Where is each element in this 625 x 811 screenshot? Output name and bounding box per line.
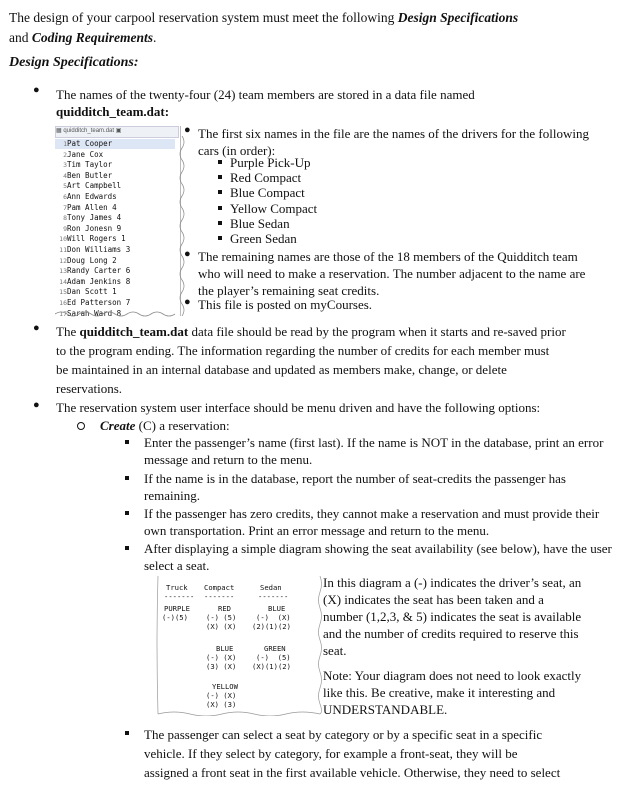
- file-line-text: Tony James 4: [67, 213, 122, 223]
- label-purple: PURPLE: [164, 604, 190, 613]
- rem-line3: the player’s remaining seat credits.: [198, 283, 380, 298]
- square-bullet: [125, 731, 129, 735]
- file-line-number: 6: [63, 193, 67, 201]
- posted-text: This file is posted on myCourses.: [198, 297, 373, 312]
- yellow-seats-1: (-) (X): [206, 691, 237, 700]
- file-line-text: Sarah Ward 8: [67, 308, 122, 318]
- square-bullet: [218, 190, 222, 194]
- square-bullet: [125, 440, 129, 444]
- file-line-number: 7: [63, 203, 67, 212]
- label-blue-sedan: BLUE: [268, 604, 286, 613]
- bullet-dot: ●: [184, 296, 191, 308]
- file-line: [55, 203, 117, 213]
- blue-sedan-seats-2: (2)(1)(2): [252, 622, 291, 631]
- file-line: [55, 192, 117, 202]
- file-line: [55, 266, 130, 276]
- square-bullet: [218, 175, 222, 179]
- file-line-number: 16: [59, 299, 67, 307]
- blue-compact-seats-2: (3) (X): [206, 662, 237, 671]
- filename-text: quidditch_team.dat: [56, 104, 165, 119]
- file-line-text: Ben Butler: [67, 170, 113, 180]
- file-line: [55, 298, 130, 308]
- file-line: [55, 139, 175, 149]
- file-line-number: 17: [59, 309, 67, 318]
- file-line-text: Tim Taylor: [67, 160, 113, 170]
- car-item: Purple Pick-Up: [230, 155, 311, 170]
- file-line-number: 2: [63, 150, 67, 159]
- select-seat-paragraph: [144, 725, 614, 782]
- s3b: own transportation. Print an error message and return to the menu.: [144, 523, 490, 538]
- create-step-2: [144, 470, 566, 504]
- file-line-number: 3: [63, 161, 67, 170]
- s4b: select a seat.: [144, 558, 210, 573]
- b2-l4: reservations.: [56, 381, 123, 396]
- e3: number (1,2,3, & 5) indicates the seat is available: [323, 609, 582, 624]
- header-sedan: Sedan: [260, 583, 282, 592]
- rem-line2: who will need to make a reservation. The number adjacent to the name are: [198, 266, 586, 281]
- colon: :: [164, 104, 170, 119]
- label-green: GREEN: [264, 644, 286, 653]
- file-line: [55, 277, 130, 287]
- torn-edge: [55, 310, 180, 318]
- square-bullet: [218, 221, 222, 225]
- file-line-text: Adam Jenkins 8: [67, 276, 131, 286]
- file-line-number: 12: [59, 256, 67, 265]
- car-item: Yellow Compact: [230, 200, 318, 216]
- file-line-number: 13: [59, 267, 67, 276]
- b3-line1: The reservation system user interface should be menu driven and have the following options:: [56, 400, 541, 415]
- square-bullet: [218, 206, 222, 210]
- b2-filename: quidditch_team.dat: [79, 324, 189, 339]
- dash-sedan: -------: [258, 592, 289, 601]
- label-red: RED: [218, 604, 231, 613]
- file-tab-label: quidditch_team.dat: [63, 128, 115, 134]
- last-l3: assigned a front seat in the first available vehicle. Otherwise, they need to select: [144, 765, 561, 780]
- file-line: [55, 181, 121, 191]
- seat-diagram: [158, 574, 320, 716]
- intro-text-2: and: [9, 30, 32, 45]
- header-truck: Truck: [166, 583, 188, 592]
- bullet-dot: ●: [33, 399, 40, 411]
- bullet-dot: ●: [184, 124, 191, 136]
- file-tab: ▦ quidditch_team.dat ▣: [55, 126, 179, 138]
- last-l1: The passenger can select a seat by category or by a specific seat in a specific: [144, 727, 543, 742]
- car-item: Blue Sedan: [230, 215, 290, 231]
- square-bullet: [125, 511, 129, 515]
- green-seats-2: (X)(1)(2): [252, 662, 291, 671]
- drivers-line2: cars (in order):: [198, 143, 276, 158]
- file-line-text: Pat Cooper: [67, 139, 113, 148]
- b2-l3: be maintained in an internal database and updated as members make, change, or delete: [56, 362, 507, 377]
- file-line-number: 14: [59, 277, 67, 286]
- file-line-text: Doug Long 2: [67, 255, 117, 265]
- green-seats-1: (-) (5): [256, 653, 291, 662]
- square-bullet: [125, 476, 129, 480]
- dash-truck: -------: [164, 592, 195, 601]
- file-line: [55, 287, 117, 297]
- file-line: [55, 213, 121, 223]
- rem-line1: The remaining names are those of the 18 members of the Quidditch team: [198, 249, 578, 264]
- file-line-text: Randy Carter 6: [67, 266, 131, 276]
- b2-l2: to the program ending. The information regarding the number of credits for each member must: [56, 343, 550, 358]
- s4a: After displaying a simple diagram showing the seat availability (see below), have the user: [144, 541, 612, 556]
- file-line-number: 8: [63, 214, 67, 223]
- label-yellow: YELLOW: [212, 682, 238, 691]
- intro-paragraph: [9, 8, 609, 48]
- diagram-explanation: [323, 574, 618, 659]
- b2-t2: data file should be read by the program when it starts and re-saved prior: [188, 324, 566, 339]
- red-seats-1: (-) (5): [206, 613, 237, 622]
- intro-emph-coding: Coding Requirements: [31, 30, 154, 45]
- drivers-line1: The first six names in the file are the names of the drivers for the following: [198, 126, 589, 141]
- create-option: [100, 417, 230, 434]
- file-line-number: 10: [59, 235, 67, 244]
- bullet-dot: ●: [33, 84, 40, 96]
- file-line: [55, 150, 103, 160]
- diagram-note: [323, 667, 618, 718]
- intro-text: The design of your carpool reservation system must meet the following: [9, 10, 398, 25]
- file-line-text: Don Williams 3: [67, 245, 131, 254]
- file-line-text: Dan Scott 1: [67, 287, 117, 297]
- file-line-text: Art Campbell: [67, 181, 122, 191]
- s2a: If the name is in the database, report the number of seat-credits the passenger has: [144, 471, 566, 486]
- car-item: Green Sedan: [230, 231, 297, 246]
- file-line-number: 9: [63, 224, 67, 233]
- e1: In this diagram a (-) indicates the driver’s seat, an: [323, 575, 582, 590]
- file-line: [55, 160, 112, 170]
- create-rest: (C) a reservation:: [135, 418, 230, 433]
- car-item: Blue Compact: [230, 185, 305, 201]
- square-bullet: [125, 546, 129, 550]
- e2: (X) indicates the seat has been taken and a: [323, 592, 544, 607]
- b2-t1: The: [56, 324, 80, 339]
- n3: UNDERSTANDABLE.: [323, 702, 448, 717]
- file-line-number: 4: [63, 171, 67, 180]
- file-line-number: 5: [63, 182, 67, 191]
- torn-edge-right: [178, 136, 186, 316]
- file-line: [55, 171, 112, 181]
- blue-sedan-seats-1: (-) (X): [256, 613, 291, 622]
- circle-bullet: [77, 422, 85, 430]
- s1b: message and return to the menu.: [144, 452, 313, 467]
- bullet-dot: ●: [184, 248, 191, 260]
- intro-emph-design: Design Specifications: [397, 10, 519, 25]
- s3a: If the passenger has zero credits, they cannot make a reservation and must provide their: [144, 506, 600, 521]
- e4: and the number of credits required to reserve this: [323, 626, 579, 641]
- n1: Note: Your diagram does not need to look exactly: [323, 668, 582, 683]
- create-label: Create: [100, 418, 136, 433]
- file-line-text: Jane Cox: [67, 149, 104, 159]
- blue-compact-seats-1: (-) (X): [206, 653, 237, 662]
- remaining-text: [198, 248, 618, 299]
- file-line-text: Ron Jonesn 9: [67, 223, 122, 233]
- file-line: [55, 256, 117, 266]
- s1a: Enter the passenger’s name (first last). If the name is NOT in the database, print an error: [144, 435, 604, 450]
- create-step-1: [144, 434, 603, 468]
- s2b: remaining.: [144, 488, 200, 503]
- car-item: Red Compact: [230, 170, 302, 186]
- file-line: [55, 245, 130, 255]
- create-step-4: [144, 540, 612, 574]
- header-compact: Compact: [204, 583, 235, 592]
- data-file-listing: [55, 126, 181, 316]
- label-blue-compact: BLUE: [216, 644, 234, 653]
- n2: like this. Be creative, make it interesting and: [323, 685, 556, 700]
- square-bullet: [218, 160, 222, 164]
- file-line-number: 11: [59, 246, 67, 254]
- dash-compact: -------: [204, 592, 235, 601]
- create-step-3: [144, 505, 599, 539]
- last-l2: vehicle. If they select by category, for example a front-seat, they will be: [144, 746, 518, 761]
- file-line: [55, 224, 121, 234]
- file-line-number: 1: [63, 140, 67, 148]
- section-heading: Design Specifications:: [9, 55, 139, 70]
- red-seats-2: (X) (X): [206, 622, 237, 631]
- file-line-text: Ed Patterson 7: [67, 298, 131, 307]
- b2-paragraph: [56, 322, 616, 398]
- intro-period: .: [153, 30, 157, 45]
- e5: seat.: [323, 643, 347, 658]
- file-line-text: Pam Allen 4: [67, 202, 117, 212]
- square-bullet: [218, 236, 222, 240]
- b1-filename: [56, 103, 169, 120]
- file-line-text: Ann Edwards: [67, 192, 117, 201]
- file-line-text: Will Rogers 1: [67, 234, 126, 244]
- purple-seats: (-)(5): [162, 613, 188, 622]
- bullet-dot: ●: [33, 322, 40, 334]
- file-line: [55, 234, 126, 244]
- b1-line1: The names of the twenty-four (24) team members are stored in a data file named: [56, 87, 475, 102]
- file-line-number: 15: [59, 288, 67, 297]
- yellow-seats-2: (X) (3): [206, 700, 237, 709]
